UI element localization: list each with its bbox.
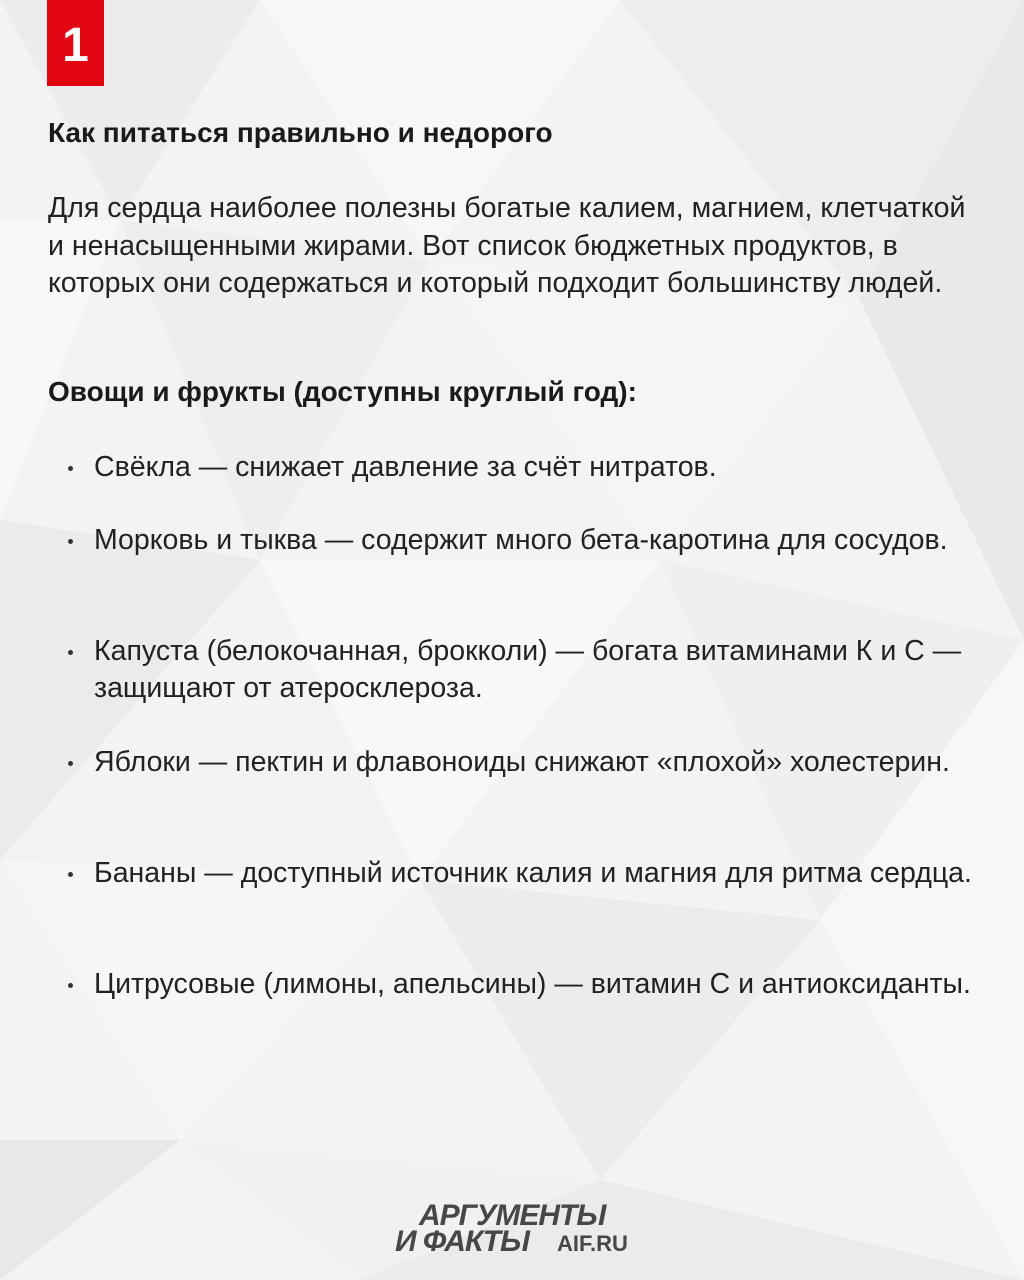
intro-paragraph: Для сердца наиболее полезны богатые калием, магнием, клетчаткой и ненасыщенными жирами. Вот список бюджетных продуктов, в которых они содержаться и который подходит большинству людей. [48, 192, 966, 299]
list-item-text: Морковь и тыква — содержит много бета-каротина для сосудов. [94, 524, 948, 556]
bullet-icon [68, 761, 73, 766]
list-item-text: Яблоки — пектин и флавоноиды снижают «плохой» холестерин. [94, 746, 950, 778]
logo-line-1: АРГУМЕНТЫ [419, 1199, 606, 1232]
section-heading: Овощи и фрукты (доступны круглый год): [48, 376, 637, 407]
logo-line-2: И ФАКТЫ [395, 1225, 529, 1258]
slide-number: 1 [62, 19, 89, 72]
bullet-icon [68, 539, 73, 544]
bullet-icon [68, 872, 73, 877]
list-item-text: Капуста (белокочанная, брокколи) — богата витаминами К и С — защищают от атеросклероза. [94, 635, 962, 704]
list-item-text: Бананы — доступный источник калия и магния для ритма сердца. [94, 857, 972, 889]
bullet-icon [68, 650, 73, 655]
bullet-icon [68, 466, 73, 471]
list-item-text: Цитрусовые (лимоны, апельсины) — витамин С и антиоксиданты. [94, 968, 971, 1000]
aif-logo [395, 1200, 655, 1264]
bullet-icon [68, 983, 73, 988]
page-title: Как питаться правильно и недорого [48, 117, 553, 148]
list-item-text: Свёкла — снижает давление за счёт нитратов. [94, 451, 717, 483]
logo-site: AIF.RU [557, 1231, 628, 1256]
